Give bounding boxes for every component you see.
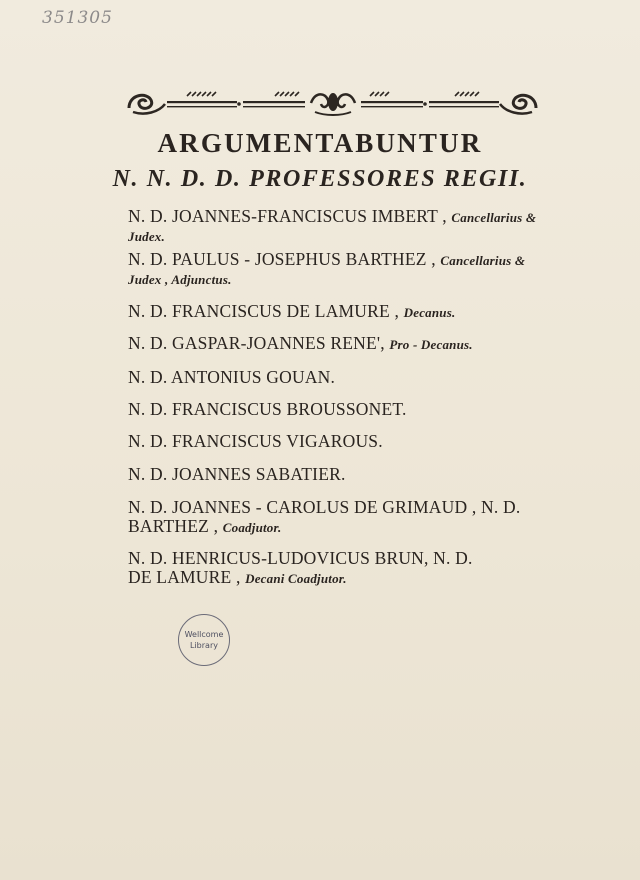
list-item	[128, 400, 560, 419]
professor-role-continued: Judex.	[128, 229, 165, 244]
professor-name: N. D. GASPAR-JOANNES RENE',	[128, 333, 385, 353]
professor-name: N. D. FRANCISCUS DE LAMURE ,	[128, 301, 400, 321]
page-subtitle: N. N. D. D. PROFESSORES REGII.	[112, 166, 528, 192]
shelfmark: 351305	[42, 8, 113, 28]
professor-role: Decanus.	[403, 305, 456, 320]
professor-name: N. D. JOANNES-FRANCISCUS IMBERT ,	[128, 206, 447, 226]
list-item	[128, 549, 560, 588]
professor-role: Coadjutor.	[222, 520, 282, 535]
professor-name-continued: DE LAMURE ,	[128, 567, 241, 587]
professor-name: N. D. HENRICUS-LUDOVICUS BRUN, N. D.	[128, 548, 473, 568]
list-item	[128, 432, 560, 451]
list-item	[128, 498, 560, 537]
professor-role: Decani Coadjutor.	[245, 571, 347, 586]
professor-name-continued: BARTHEZ ,	[128, 516, 219, 536]
stamp-line-1: Wellcome	[184, 630, 224, 639]
page-title: ARGUMENTABUNTUR	[157, 128, 483, 158]
list-item	[128, 302, 560, 322]
professor-name: N. D. ANTONIUS GOUAN.	[128, 367, 336, 387]
professor-role: Cancellarius &	[440, 253, 526, 268]
professor-name: N. D. JOANNES SABATIER.	[128, 464, 346, 484]
stamp-line-2: Library	[190, 641, 218, 650]
list-item	[128, 334, 560, 354]
professor-role-continued: Judex , Adjunctus.	[128, 272, 232, 287]
list-item	[128, 368, 560, 387]
professor-name: N. D. FRANCISCUS VIGAROUS.	[128, 431, 383, 451]
professor-role: Pro - Decanus.	[389, 337, 473, 352]
decorative-ornament-icon	[125, 88, 540, 118]
list-item	[128, 250, 560, 289]
library-stamp	[178, 614, 230, 666]
list-item	[128, 465, 560, 484]
professor-role: Cancellarius &	[451, 210, 537, 225]
professor-name: N. D. JOANNES - CAROLUS DE GRIMAUD , N. D.	[128, 497, 521, 517]
professor-name: N. D. PAULUS - JOSEPHUS BARTHEZ ,	[128, 249, 436, 269]
list-item	[128, 207, 560, 246]
professor-name: N. D. FRANCISCUS BROUSSONET.	[128, 399, 407, 419]
